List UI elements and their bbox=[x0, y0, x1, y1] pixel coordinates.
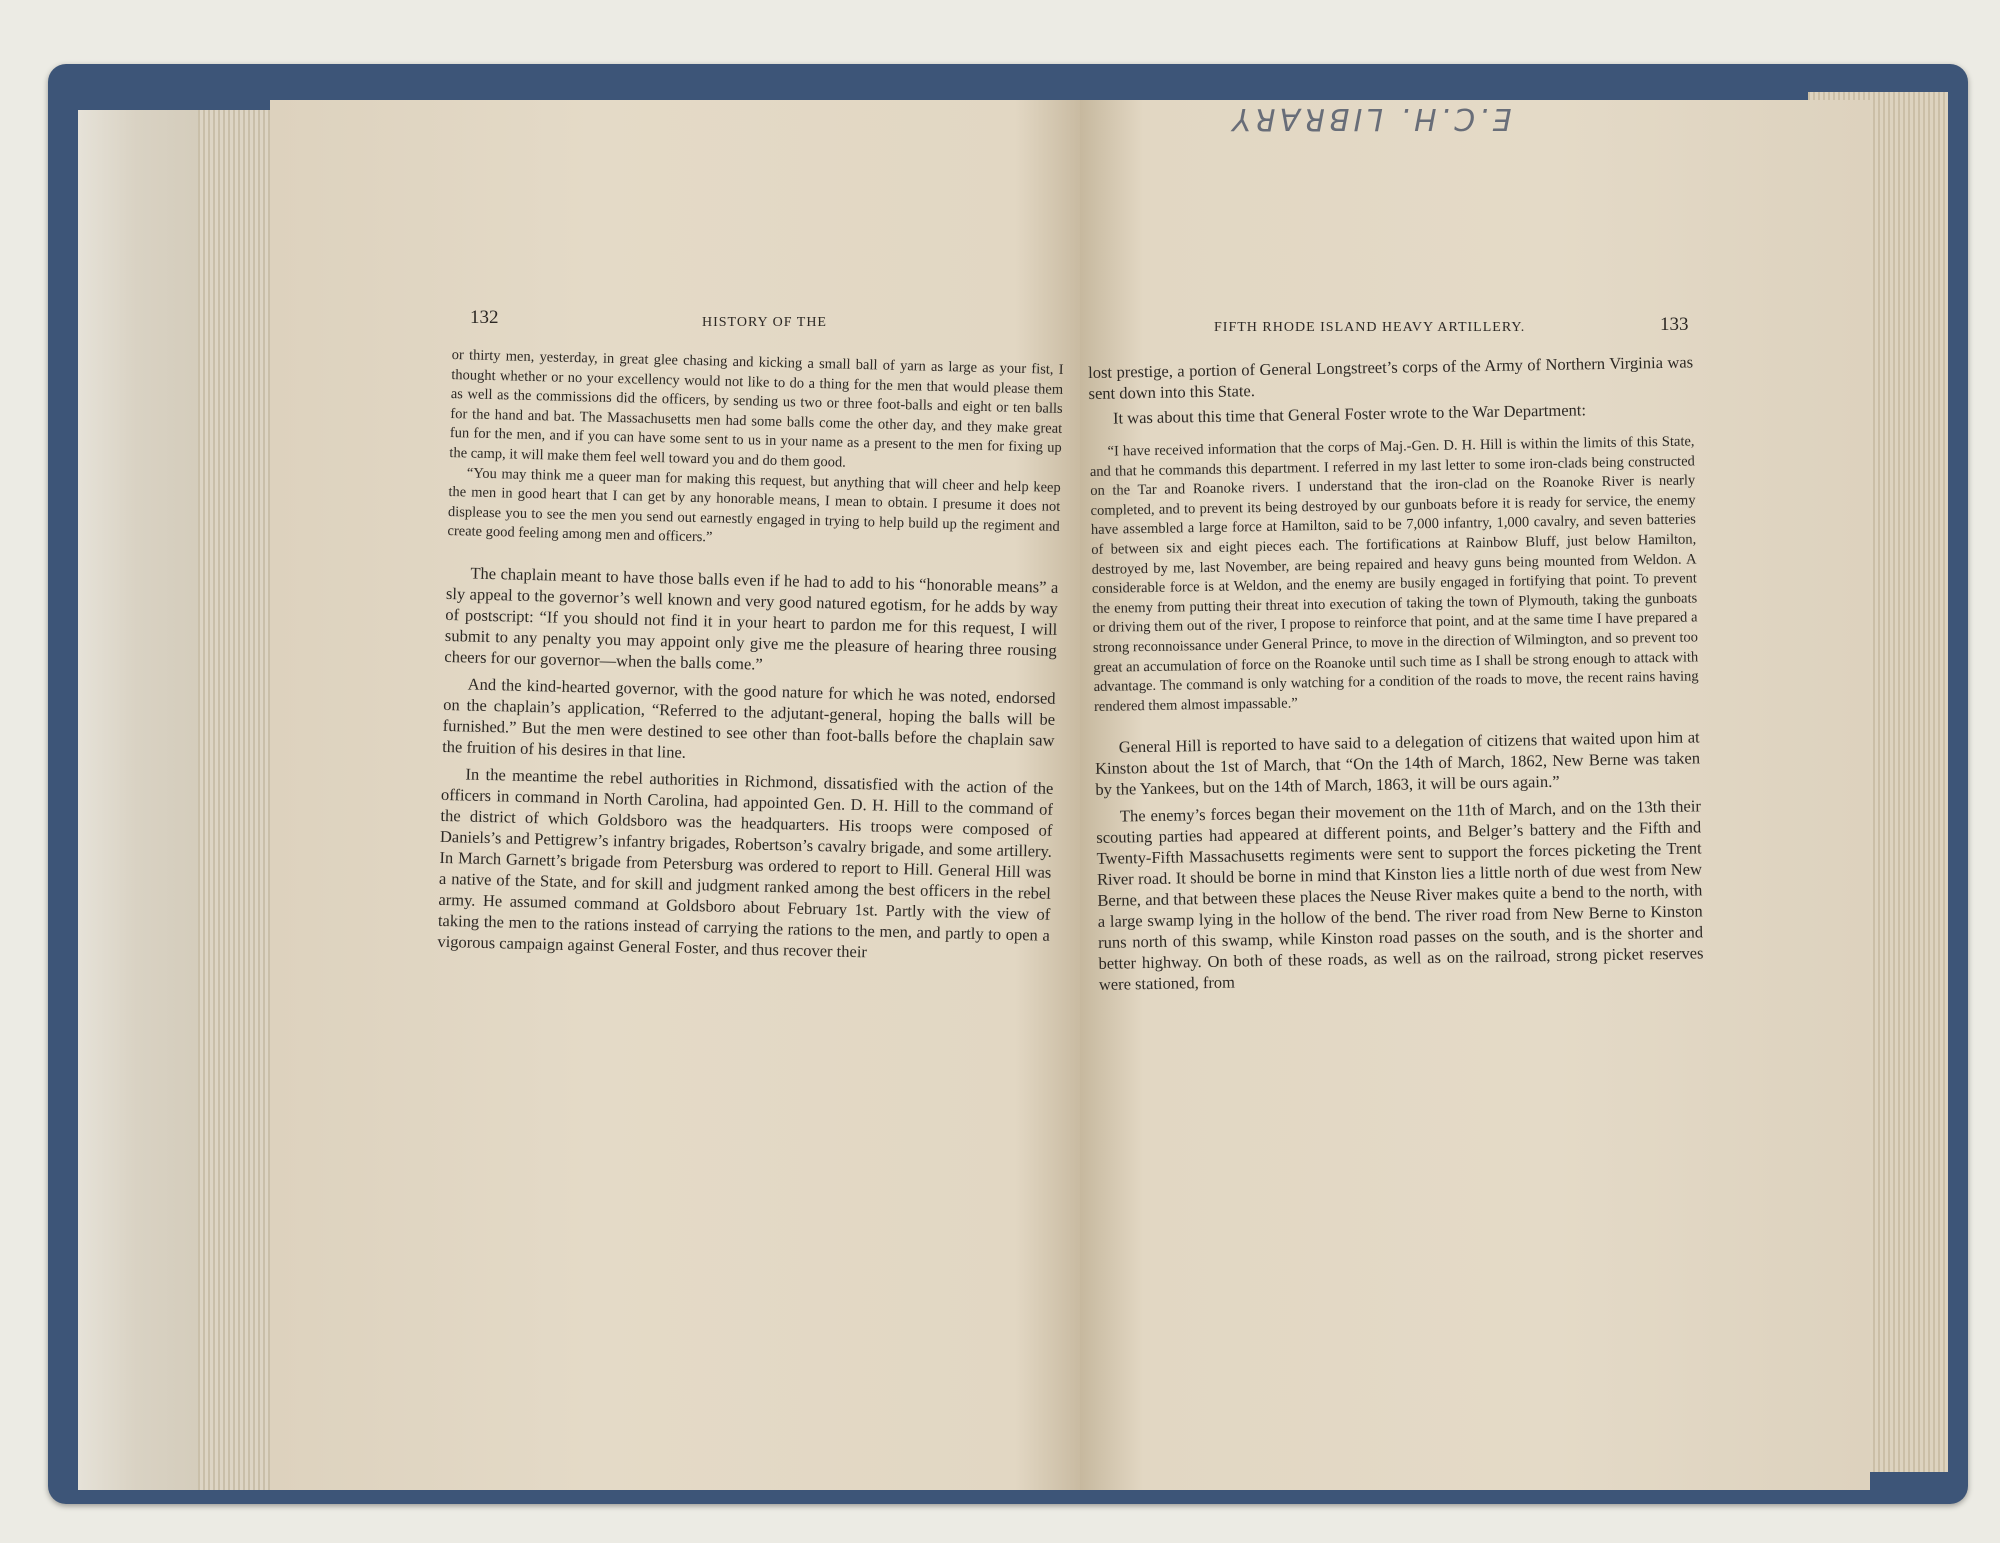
right-running-head: FIFTH RHODE ISLAND HEAVY ARTILLERY. bbox=[1214, 320, 1526, 335]
left-quote bbox=[447, 346, 1064, 557]
right-quote bbox=[1089, 432, 1699, 717]
left-body-paragraph: In the meantime the rebel authorities in Richmond, dissatisfied with the action of the officers in command in North Carolina, had appointed Gen. D. H. Hill to the command of the district of which Goldsboro was the headquarters. His troops were composed of Daniels’s and Pettigrew’s infantry brigades, Robertson’s cavalry brigade, and some artillery. In March Garnett’s brigade from Petersburg was ordered to report to Hill. General Hill was a native of the State, and for skill and judgment ranked among the best officers in the rebel army. He assumed command at Goldsboro about February 1st. Partly with the view of taking the men to the rations instead of carrying the rations to the men, and partly to open a vigorous campaign against General Foster, and thus recover their bbox=[437, 764, 1054, 962]
left-page-number: 132 bbox=[470, 307, 499, 328]
left-body-paragraph: And the kind-hearted governor, with the good nature for which he was noted, endorsed on the chaplain’s application, “Referred to the adjutant-general, hoping the balls will be furnished.” But the men were destined to see other than foot-balls before the chaplain saw the fruition of his desires in that line. bbox=[441, 674, 1056, 762]
left-body-paragraph: The chaplain meant to have those balls even if he had to add to his “honorable means” a sly appeal to the governor’s well known and very good natured egotism, for he adds by way of postscript: “If you should not find it in your heart to pardon me for this request, I will submit to any penalty you may appoint only give me the pleasure of hearing three rousing cheers for our governor—when the balls come.” bbox=[444, 563, 1059, 674]
right-quote-paragraph: “I have received information that the corps of Maj.-Gen. D. H. Hill is within the limits of this State, and that he commands this department. I referred in my last letter to some iron-clads being constructed on the Tar and Roanoke rivers. I understand that the iron-clad on the Roanoke River is nearly completed, and to prevent its being destroyed by our gunboats before it is ready for service, the enemy have assembled a large force at Hamilton, said to be 7,000 infantry, 1,000 cavalry, and seven batteries of between six and eight pieces each. The fortifications at Rainbow Bluff, just below Hamilton, destroyed by me, last November, are being repaired and heavy guns being mounted from Weldon. A considerable force is at Weldon, and the enemy are busily engaged in fortifying that point. To prevent the enemy from putting their threat into execution of taking the town of Plymouth, taking the gunboats or driving them out of the river, I propose to reinforce that point, and at the same time I have prepared a strong reconnoissance under General Prince, to move in the direction of Wilmington, and so prevent too great an accumulation of force on the Roanoke until such time as I shall be strong enough to attack with advantage. The command is only watching for a condition of the roads to move, the recent rains having rendered them almost impassable.” bbox=[1089, 433, 1699, 715]
left-page-stack bbox=[78, 110, 273, 1490]
right-intro-paragraph: It was about this time that General Foster wrote to the War Department: bbox=[1112, 400, 1587, 428]
left-running-head: HISTORY OF THE bbox=[702, 315, 827, 330]
right-intro-paragraph: lost prestige, a portion of General Longstreet’s corps of the Army of Northern Virginia was sent down into this State. bbox=[1088, 352, 1694, 403]
right-page-number: 133 bbox=[1660, 314, 1689, 335]
left-page-text bbox=[437, 346, 1064, 967]
left-quote-paragraph: “You may think me a queer man for making this request, but anything that will cheer and help keep the men in good heart that I can get by any honorable means, I mean to obtain. I presume it does not displease you to see the men you send out earnestly engaged in trying to help build up the regiment and create good feeling among men and officers.” bbox=[447, 464, 1061, 546]
left-quote-paragraph: or thirty men, yesterday, in great glee chasing and kicking a small ball of yarn as large as your fist, I thought whether or no your excellency would not like to do a thing for the men that would please them as well as the commissions did the officers, by sending us two or three foot-balls and eight or ten balls for the hand and bat. The Massachusetts men had some balls come the other day, and they make great fun for the men, and if you can have some sent to us in your name as a present to the men for fixing up the camp, it will make them feel well toward you and do them good. bbox=[449, 346, 1064, 471]
library-stamp: E.C.H. LIBRARY bbox=[1228, 101, 1512, 136]
right-body-paragraph: The enemy’s forces began their movement on the 11th of March, and on the 13th their scouting parties had appeared at different points, and Belger’s battery and the Fifth and Twenty-Fifth Massachusetts regiments were sent to support the forces picketing the Trent River road. It should be borne in mind that Kinston lies a little north of due west from New Berne, and that between these places the Neuse River makes quite a bend to the north, with a large swamp lying in the hollow of the bend. The river road from New Berne to Kinston runs north of this swamp, while Kinston road passes on the south, and is the shorter and better highway. On both of these roads, as well as on the railroad, strong picket reserves were stationed, from bbox=[1096, 796, 1704, 995]
right-body-paragraph: General Hill is reported to have said to a delegation of citizens that waited upon him at Kinston about the 1st of March, that “On the 14th of March, 1862, New Berne was taken by the Yankees, but on the 14th of March, 1863, it will be ours again.” bbox=[1094, 727, 1701, 800]
right-page-text bbox=[1088, 351, 1704, 995]
